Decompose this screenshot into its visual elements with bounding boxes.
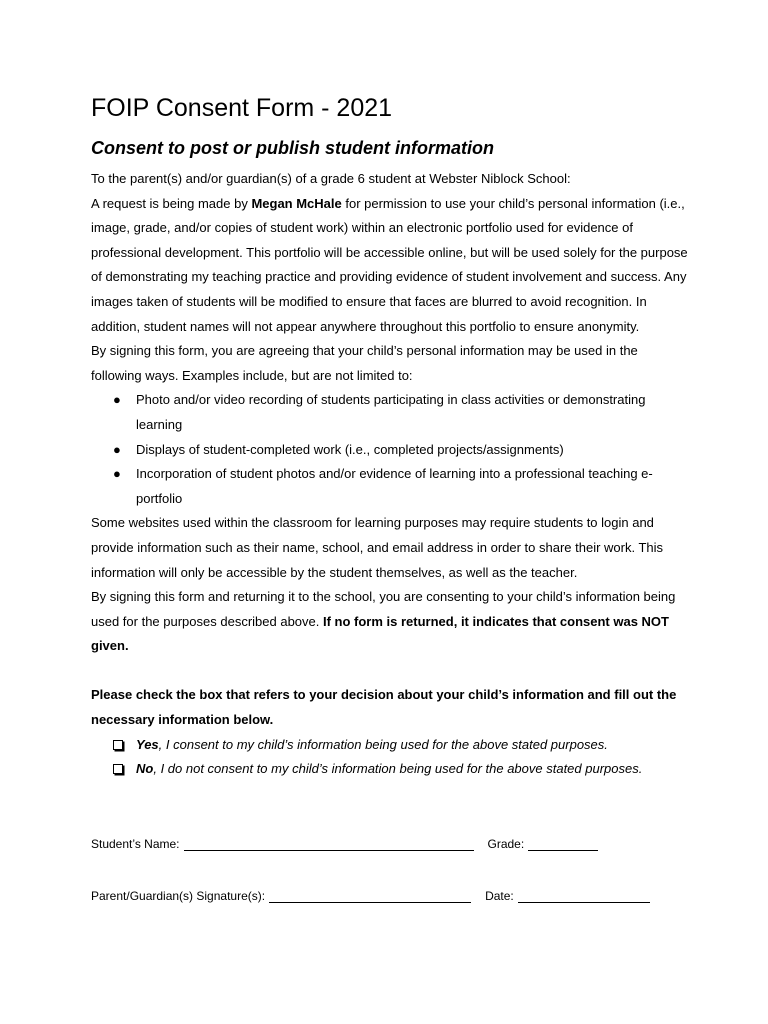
option-label: No (136, 761, 154, 777)
returning-paragraph (91, 585, 691, 659)
returning-text: By signing this form and returning it to the school, you are consenting to your child’s information being used for the purposes described above. (91, 589, 676, 629)
spacer (91, 659, 691, 684)
instruction-paragraph (91, 683, 691, 732)
signature-line[interactable] (269, 890, 471, 903)
request-prefix: A request is being made by (91, 195, 252, 211)
request-suffix: for permission to use your child’s personal information (i.e., image, grade, and/or copies of student work) within an electronic portfolio used for evidence of professional development. This portfolio will be accessible online, but will be used solely for the purpose of demonstrating my teaching practice and providing evidence of student involvement and success. Any images taken of students will be modified to ensure that faces are blurred to avoid recognition. In addition, student names will not appear anywhere throughout this portfolio to ensure anonymity. (91, 195, 688, 334)
signature-label: Parent/Guardian(s) Signature(s): (91, 889, 266, 903)
bullet-icon: ● (113, 392, 121, 408)
bullet-icon: ● (113, 466, 121, 482)
teacher-name: Megan McHale (251, 195, 342, 211)
grade-label: Grade: (487, 837, 525, 851)
date-line[interactable] (518, 890, 650, 903)
consent-options (91, 733, 691, 782)
grade-field (488, 837, 599, 851)
checkbox-icon[interactable] (113, 764, 123, 774)
list-item (91, 462, 691, 511)
page-title: FOIP Consent Form - 2021 (91, 94, 393, 122)
grade-line[interactable] (528, 838, 598, 851)
signature-field (91, 889, 471, 903)
agree-paragraph: By signing this form, you are agreeing that your child’s personal information may be used in the following ways. Examples include, but are not limited to: (91, 343, 638, 383)
student-name-line[interactable] (184, 838, 474, 851)
form-body (91, 167, 691, 782)
list-item (91, 438, 691, 463)
date-field (485, 889, 650, 903)
list-item-text: Incorporation of student photos and/or evidence of learning into a professional teaching e-portfolio (136, 466, 653, 506)
websites-paragraph: Some websites used within the classroom for learning purposes may require students to login and provide information such as their name, school, and email address in order to share their work. This information will only be accessible by the student themselves, as well as the teacher. (91, 515, 664, 580)
checkbox-icon[interactable] (113, 740, 123, 750)
list-item-text: Displays of student-completed work (i.e., completed projects/assignments) (136, 441, 564, 457)
consent-option-no[interactable] (91, 757, 691, 782)
option-text: , I do not consent to my child’s information being used for the above stated purposes. (153, 761, 643, 777)
signature-row (91, 887, 650, 903)
usage-list (91, 388, 691, 511)
list-item-text: Photo and/or video recording of students participating in class activities or demonstrating learning (136, 392, 646, 432)
option-text: , I consent to my child’s information being used for the above stated purposes. (158, 736, 608, 752)
returning-warning: If no form is returned, it indicates that consent was NOT given. (91, 613, 669, 654)
instruction-text: Please check the box that refers to your decision about your child’s information and fill out the necessary information below. (91, 687, 677, 728)
student-name-label: Student’s Name: (91, 837, 180, 851)
request-paragraph (91, 192, 691, 340)
consent-option-yes[interactable] (91, 733, 691, 758)
bullet-icon: ● (113, 441, 121, 457)
form-subtitle: Consent to post or publish student information (91, 138, 494, 158)
student-name-field (91, 837, 474, 851)
list-item (91, 388, 691, 437)
student-info-row (91, 835, 598, 851)
intro-paragraph: To the parent(s) and/or guardian(s) of a grade 6 student at Webster Niblock School: (91, 171, 571, 186)
option-label: Yes (136, 736, 159, 752)
date-label: Date: (485, 889, 514, 903)
